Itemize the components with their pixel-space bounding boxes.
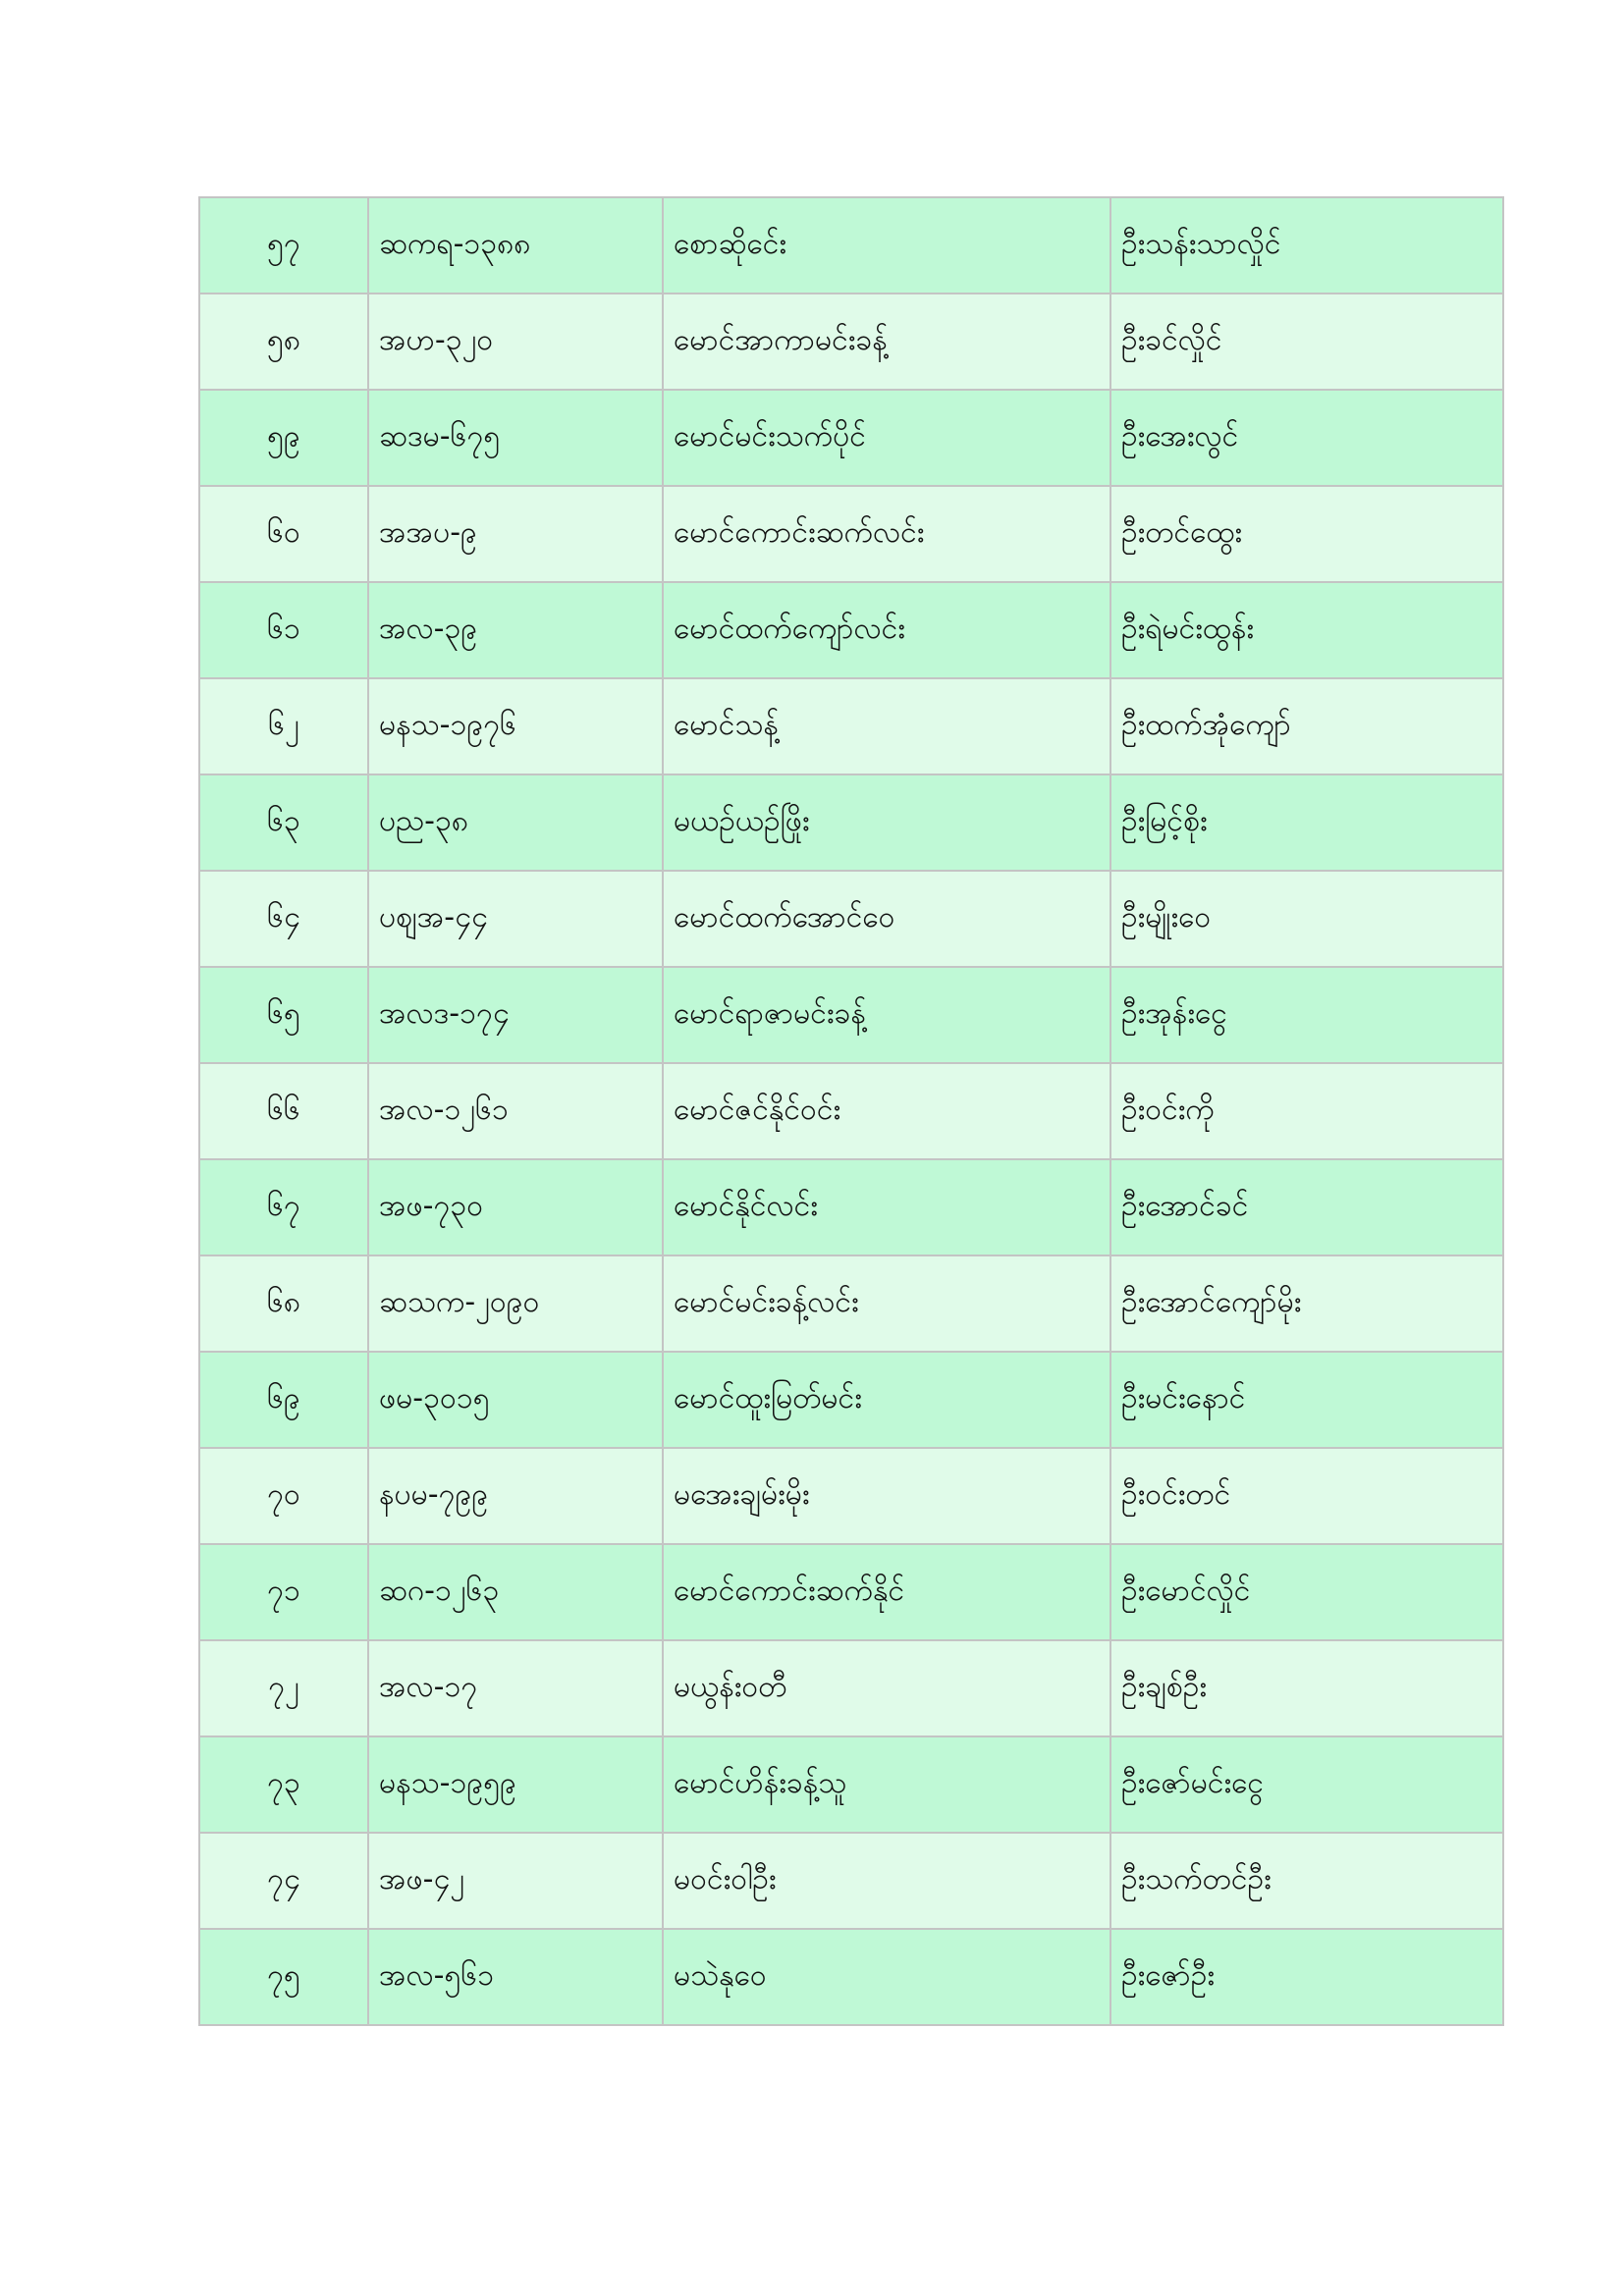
student-name-cell: မောင်ဇင်နိုင်ဝင်း xyxy=(663,1063,1110,1159)
father-name-cell: ဦးသက်တင်ဦး xyxy=(1110,1833,1503,1929)
registration-id-cell: အလ-၁၂၆၁ xyxy=(368,1063,663,1159)
father-name-cell: ဦးချစ်ဦး xyxy=(1110,1640,1503,1736)
table-row xyxy=(199,1448,1503,1544)
row-number-cell: ၆၆ xyxy=(199,1063,368,1159)
table-row xyxy=(199,294,1503,390)
father-name-cell: ဦးဝင်းကို xyxy=(1110,1063,1503,1159)
table-row xyxy=(199,678,1503,774)
registration-id-cell: အဖ-၄၂ xyxy=(368,1833,663,1929)
row-number-cell: ၅၈ xyxy=(199,294,368,390)
row-number-cell: ၇၁ xyxy=(199,1544,368,1640)
father-name-cell: ဦးဝင်းတင် xyxy=(1110,1448,1503,1544)
student-name-cell: မောင်နိုင်လင်း xyxy=(663,1159,1110,1255)
registration-id-cell: ပည-၃၈ xyxy=(368,774,663,871)
records-table-body xyxy=(199,197,1503,2025)
student-name-cell: မောင်သန့် xyxy=(663,678,1110,774)
father-name-cell: ဦးမင်းနောင် xyxy=(1110,1352,1503,1448)
registration-id-cell: ဆဒမ-၆၇၅ xyxy=(368,390,663,486)
table-row xyxy=(199,486,1503,582)
father-name-cell: ဦးအေးလွင် xyxy=(1110,390,1503,486)
student-name-cell: စောဆိုင်ေး xyxy=(663,197,1110,294)
table-row xyxy=(199,1544,1503,1640)
table-row xyxy=(199,582,1503,678)
student-name-cell: မောင်မင်းခန့်လင်း xyxy=(663,1255,1110,1352)
father-name-cell: ဦးအောင်ကျော်မိုး xyxy=(1110,1255,1503,1352)
registration-id-cell: ပစျအ-၄၄ xyxy=(368,871,663,967)
row-number-cell: ၆၉ xyxy=(199,1352,368,1448)
row-number-cell: ၆၇ xyxy=(199,1159,368,1255)
table-row xyxy=(199,1159,1503,1255)
student-name-cell: မောင်အာကာမင်းခန့် xyxy=(663,294,1110,390)
row-number-cell: ၇၃ xyxy=(199,1736,368,1833)
registration-id-cell: အလ-၃၉ xyxy=(368,582,663,678)
student-name-cell: မအေးချမ်းမိုး xyxy=(663,1448,1110,1544)
registration-id-cell: ဖမ-၃၀၁၅ xyxy=(368,1352,663,1448)
table-row xyxy=(199,1929,1503,2025)
row-number-cell: ၆၁ xyxy=(199,582,368,678)
row-number-cell: ၇၀ xyxy=(199,1448,368,1544)
table-row xyxy=(199,197,1503,294)
row-number-cell: ၆၈ xyxy=(199,1255,368,1352)
student-name-cell: မသဲနုဝေ xyxy=(663,1929,1110,2025)
table-row xyxy=(199,774,1503,871)
father-name-cell: ဦးရဲမင်းထွန်း xyxy=(1110,582,1503,678)
registration-id-cell: မနသ-၁၉၇၆ xyxy=(368,678,663,774)
father-name-cell: ဦးအောင်ခင် xyxy=(1110,1159,1503,1255)
row-number-cell: ၆၃ xyxy=(199,774,368,871)
records-table xyxy=(198,196,1504,2026)
row-number-cell: ၆၂ xyxy=(199,678,368,774)
registration-id-cell: အဖ-၇၃၀ xyxy=(368,1159,663,1255)
student-name-cell: မောင်ထူးမြတ်မင်း xyxy=(663,1352,1110,1448)
father-name-cell: ဦးမြင့်စိုး xyxy=(1110,774,1503,871)
registration-id-cell: အလ-၅၆၁ xyxy=(368,1929,663,2025)
row-number-cell: ၇၂ xyxy=(199,1640,368,1736)
table-row xyxy=(199,871,1503,967)
row-number-cell: ၆၅ xyxy=(199,967,368,1063)
father-name-cell: ဦးသန်းသာလှိုင် xyxy=(1110,197,1503,294)
father-name-cell: ဦးထက်အုံကျော် xyxy=(1110,678,1503,774)
row-number-cell: ၅၇ xyxy=(199,197,368,294)
row-number-cell: ၆၀ xyxy=(199,486,368,582)
father-name-cell: ဦးအုန်းငွေ xyxy=(1110,967,1503,1063)
table-row xyxy=(199,1352,1503,1448)
table-row xyxy=(199,1255,1503,1352)
table-row xyxy=(199,1833,1503,1929)
row-number-cell: ၅၉ xyxy=(199,390,368,486)
student-name-cell: မောင်ကောင်းဆက်နိုင် xyxy=(663,1544,1110,1640)
father-name-cell: ဦးမောင်လှိုင် xyxy=(1110,1544,1503,1640)
registration-id-cell: ဆဂ-၁၂၆၃ xyxy=(368,1544,663,1640)
father-name-cell: ဦးမျိုးဝေ xyxy=(1110,871,1503,967)
student-name-cell: မောင်ထက်အောင်ဝေ xyxy=(663,871,1110,967)
student-name-cell: မောင်ကောင်းဆက်လင်း xyxy=(663,486,1110,582)
registration-id-cell: ဆသက-၂၀၉၀ xyxy=(368,1255,663,1352)
row-number-cell: ၇၄ xyxy=(199,1833,368,1929)
student-name-cell: မောင်ထက်ကျော်လင်း xyxy=(663,582,1110,678)
student-name-cell: မယဉ်ယဉ်ဖြိုး xyxy=(663,774,1110,871)
table-row xyxy=(199,967,1503,1063)
registration-id-cell: အဟ-၃၂၀ xyxy=(368,294,663,390)
registration-id-cell: အအပ-၉ xyxy=(368,486,663,582)
father-name-cell: ဦးခင်လှိုင် xyxy=(1110,294,1503,390)
student-name-cell: မောင်မင်းသက်ပိုင် xyxy=(663,390,1110,486)
row-number-cell: ၇၅ xyxy=(199,1929,368,2025)
registration-id-cell: နပမ-၇၉၉ xyxy=(368,1448,663,1544)
registration-id-cell: အလဒ-၁၇၄ xyxy=(368,967,663,1063)
table-row xyxy=(199,1640,1503,1736)
father-name-cell: ဦးဇော်မင်းငွေ xyxy=(1110,1736,1503,1833)
registration-id-cell: မနသ-၁၉၅၉ xyxy=(368,1736,663,1833)
student-name-cell: မယွန်းဝတီ xyxy=(663,1640,1110,1736)
registration-id-cell: ဆကရ-၁၃၈၈ xyxy=(368,197,663,294)
father-name-cell: ဦးဇော်ဦး xyxy=(1110,1929,1503,2025)
student-name-cell: မောင်ဟိန်းခန့်သူ xyxy=(663,1736,1110,1833)
table-row xyxy=(199,390,1503,486)
registration-id-cell: အလ-၁၇ xyxy=(368,1640,663,1736)
table-row xyxy=(199,1063,1503,1159)
father-name-cell: ဦးတင်ထွေး xyxy=(1110,486,1503,582)
row-number-cell: ၆၄ xyxy=(199,871,368,967)
student-name-cell: မဝင်းဝါဦး xyxy=(663,1833,1110,1929)
student-name-cell: မောင်ရာဇာမင်းခန့် xyxy=(663,967,1110,1063)
table-row xyxy=(199,1736,1503,1833)
